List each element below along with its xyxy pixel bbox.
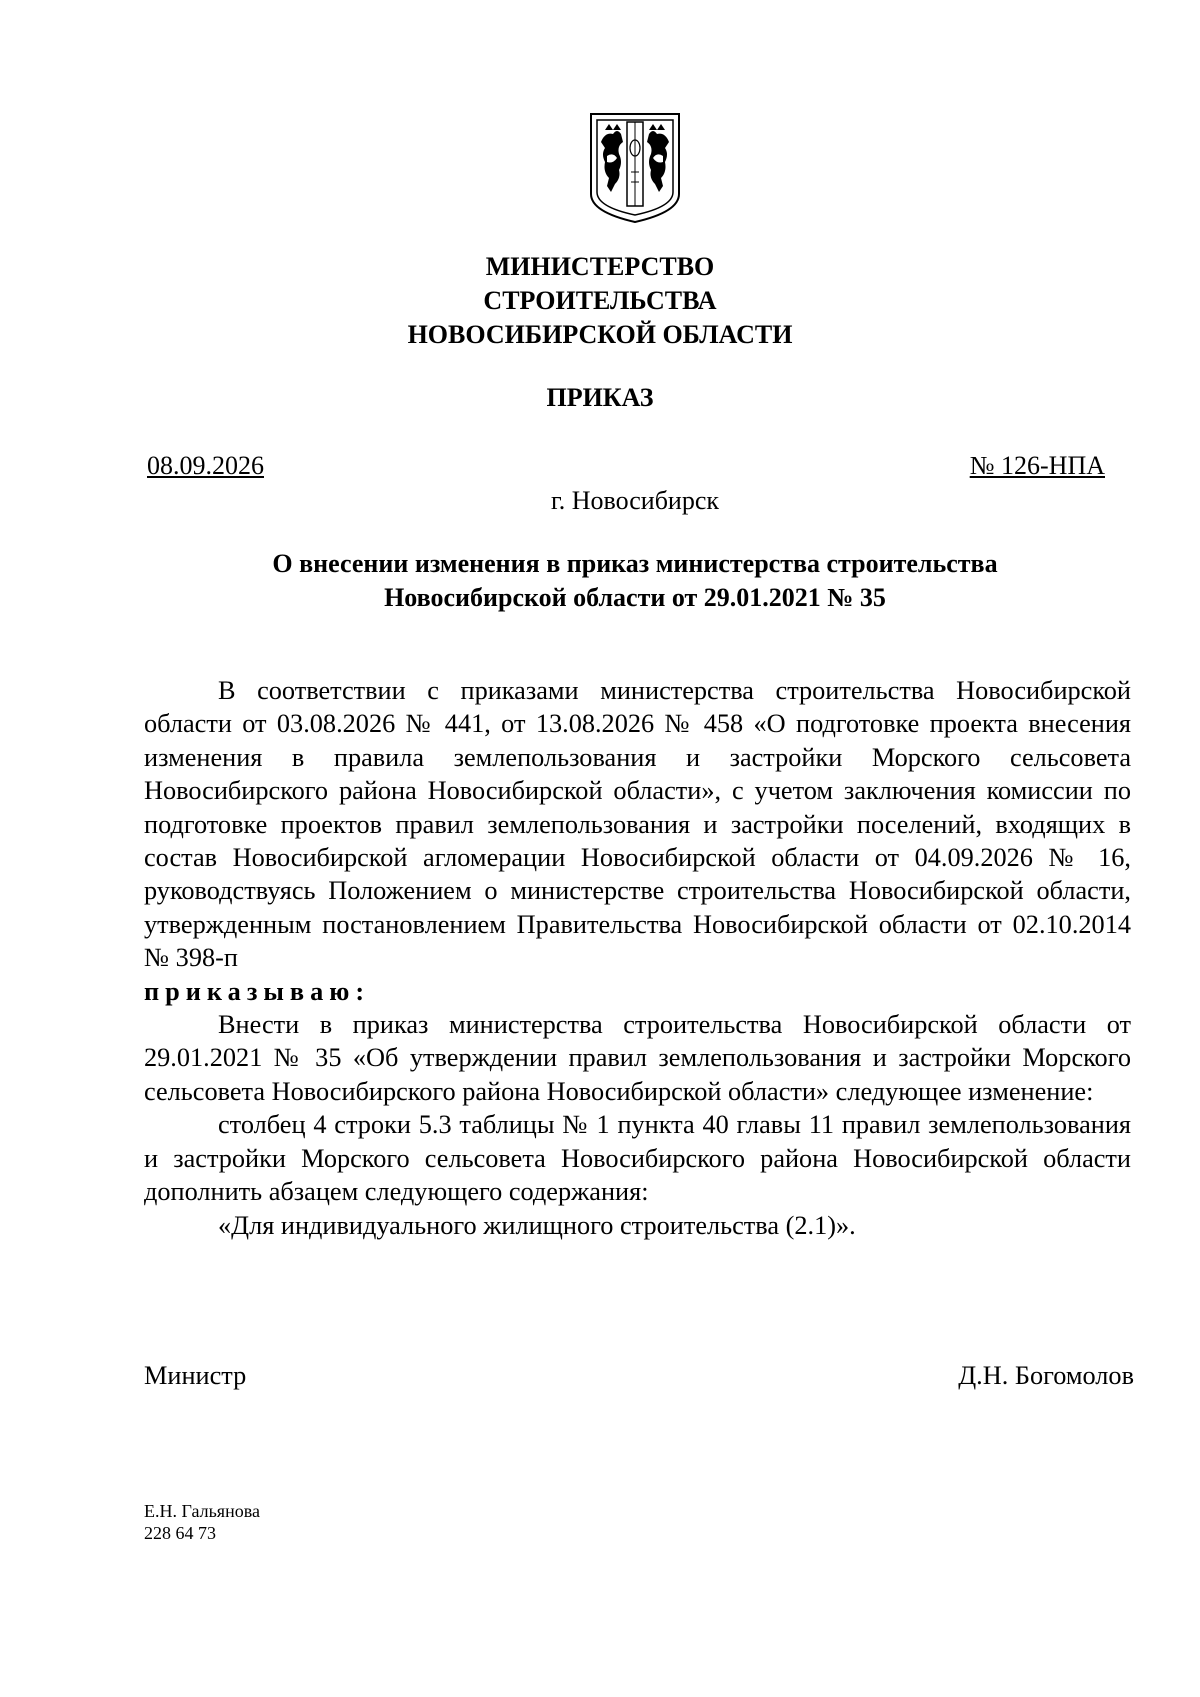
ministry-name	[0, 250, 1200, 352]
decree-word: приказываю:	[144, 976, 371, 1006]
ministry-line: МИНИСТЕРСТВО	[485, 252, 715, 281]
subject-line: Новосибирской области от 29.01.2021 № 35	[384, 583, 886, 612]
executor-contact	[144, 1500, 260, 1544]
executor-phone: 228 64 73	[144, 1523, 216, 1543]
order-city: г. Новосибирск	[550, 486, 720, 515]
item-intro-paragraph: Внести в приказ министерства строительства Новосибирской области от 29.01.2021 № 35 «Об утверждении правил землепользования и застройки Морского сельсовета Новосибирского района Новосибирской области» следующее изменение:	[144, 1010, 1131, 1106]
signatory-name: Д.Н. Богомолов	[958, 1361, 1134, 1390]
preamble-paragraph: В соответствии с приказами министерства строительства Новосибирской области от 03.08.2026 № 441, от 13.08.2026 № 458 «О подготовке проекта внесения изменения в правила землепользования и застройки Морского сельсовета Новосибирского района Новосибирской области», с учетом заключения комиссии по подготовке проектов правил землепользования и застройки поселений, входящих в состав Новосибирской агломерации Новосибирской области от 04.09.2026 № 16, руководствуясь Положением о министерстве строительства Новосибирской области, утвержденным постановлением Правительства Новосибирской области от 02.10.2014 № 398-п	[144, 676, 1131, 973]
item-quote-paragraph: «Для индивидуального жилищного строительства (2.1)».	[218, 1210, 856, 1240]
order-subject	[150, 547, 1120, 615]
coat-of-arms-icon	[587, 112, 683, 224]
subject-line: О внесении изменения в приказ министерства строительства	[272, 549, 998, 578]
order-number: № 126-НПА	[969, 451, 1105, 480]
executor-name: Е.Н. Гальянова	[144, 1501, 260, 1521]
order-date: 08.09.2026	[147, 451, 264, 480]
ministry-line: НОВОСИБИРСКОЙ ОБЛАСТИ	[407, 320, 793, 349]
ministry-line: СТРОИТЕЛЬСТВА	[483, 286, 717, 315]
signatory-position: Министр	[144, 1361, 247, 1390]
item-detail-paragraph: столбец 4 строки 5.3 таблицы № 1 пункта 40 главы 11 правил землепользования и застройки Морского сельсовета Новосибирского района Новосибирской области дополнить абзацем следующего содержания:	[144, 1110, 1131, 1207]
document-type-title: ПРИКАЗ	[546, 383, 654, 412]
order-body	[144, 674, 1131, 1242]
